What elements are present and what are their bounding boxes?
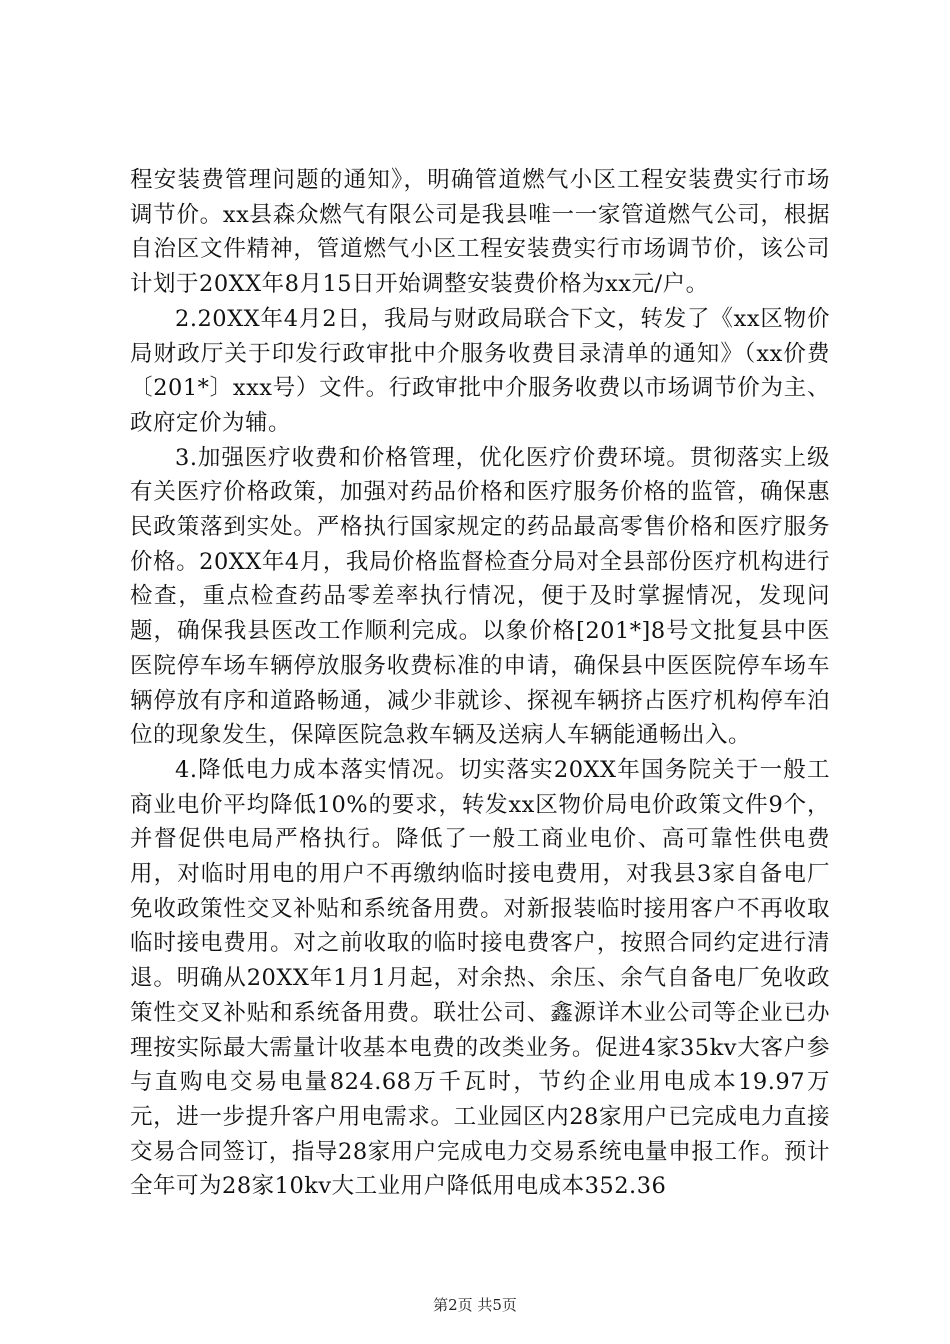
paragraph-item-4: 4.降低电力成本落实情况。切实落实20XX年国务院关于一般工商业电价平均降低10%的要求，转发xx区物价局电价政策文件9个，并督促供电局严格执行。降低了一般工商业电价、高可靠性供电费用，对临时用电的用户不再缴纳临时接电费用，对我县3家自备电厂免收政策性交叉补贴和系统备用费。对新报装临时接用客户不再收取临时接电费用。对之前收取的临时接电费客户，按照合同约定进行清退。明确从20XX年1月1月起，对余热、余压、余气自备电厂免收政策性交叉补贴和系统备用费。联壮公司、鑫源详木业公司等企业已办理按实际最大需量计收基本电费的改类业务。促进4家35kv大客户参与直购电交易电量824.68万千瓦时，节约企业用电成本19.97万元，进一步提升客户用电需求。工业园区内28家用户已完成电力直接交易合同签订，指导28家用户完成电力交易系统电量申报工作。预计全年可为28家10kv大工业用户降低用电成本352.36 [130, 756, 830, 1200]
page-footer [0, 1295, 950, 1315]
paragraph-item-2: 2.20XX年4月2日，我局与财政局联合下文，转发了《xx区物价局财政厅关于印发行政审批中介服务收费目录清单的通知》（xx价费〔201*〕xxx号）文件。行政审批中介服务收费以市场调节价为主、政府定价为辅。 [130, 305, 830, 436]
paragraph-item-3: 3.加强医疗收费和价格管理，优化医疗价费环境。贯彻落实上级有关医疗价格政策，加强对药品价格和医疗服务价格的监管，确保惠民政策落到实处。严格执行国家规定的药品最高零售价格和医疗服务价格。20XX年4月，我局价格监督检查分局对全县部份医疗机构进行检查，重点检查药品零差率执行情况，便于及时掌握情况，发现问题，确保我县医改工作顺利完成。以象价格[201*]8号文批复县中医医院停车场车辆停放服务收费标准的申请，确保县中医医院停车场车辆停放有序和道路畅通，减少非就诊、探视车辆挤占医疗机构停车泊位的现象发生，保障医院急救车辆及送病人车辆能通畅出入。 [130, 444, 830, 749]
page-number-label: 第2页 共5页 [433, 1296, 517, 1314]
paragraph-continuation: 程安装费管理问题的通知》，明确管道燃气小区工程安装费实行市场调节价。xx县森众燃气有限公司是我县唯一一家管道燃气公司，根据自治区文件精神，管道燃气小区工程安装费实行市场调节价，该公司计划于20XX年8月15日开始调整安装费价格为xx元/户。 [130, 167, 830, 298]
document-body [130, 163, 830, 1204]
